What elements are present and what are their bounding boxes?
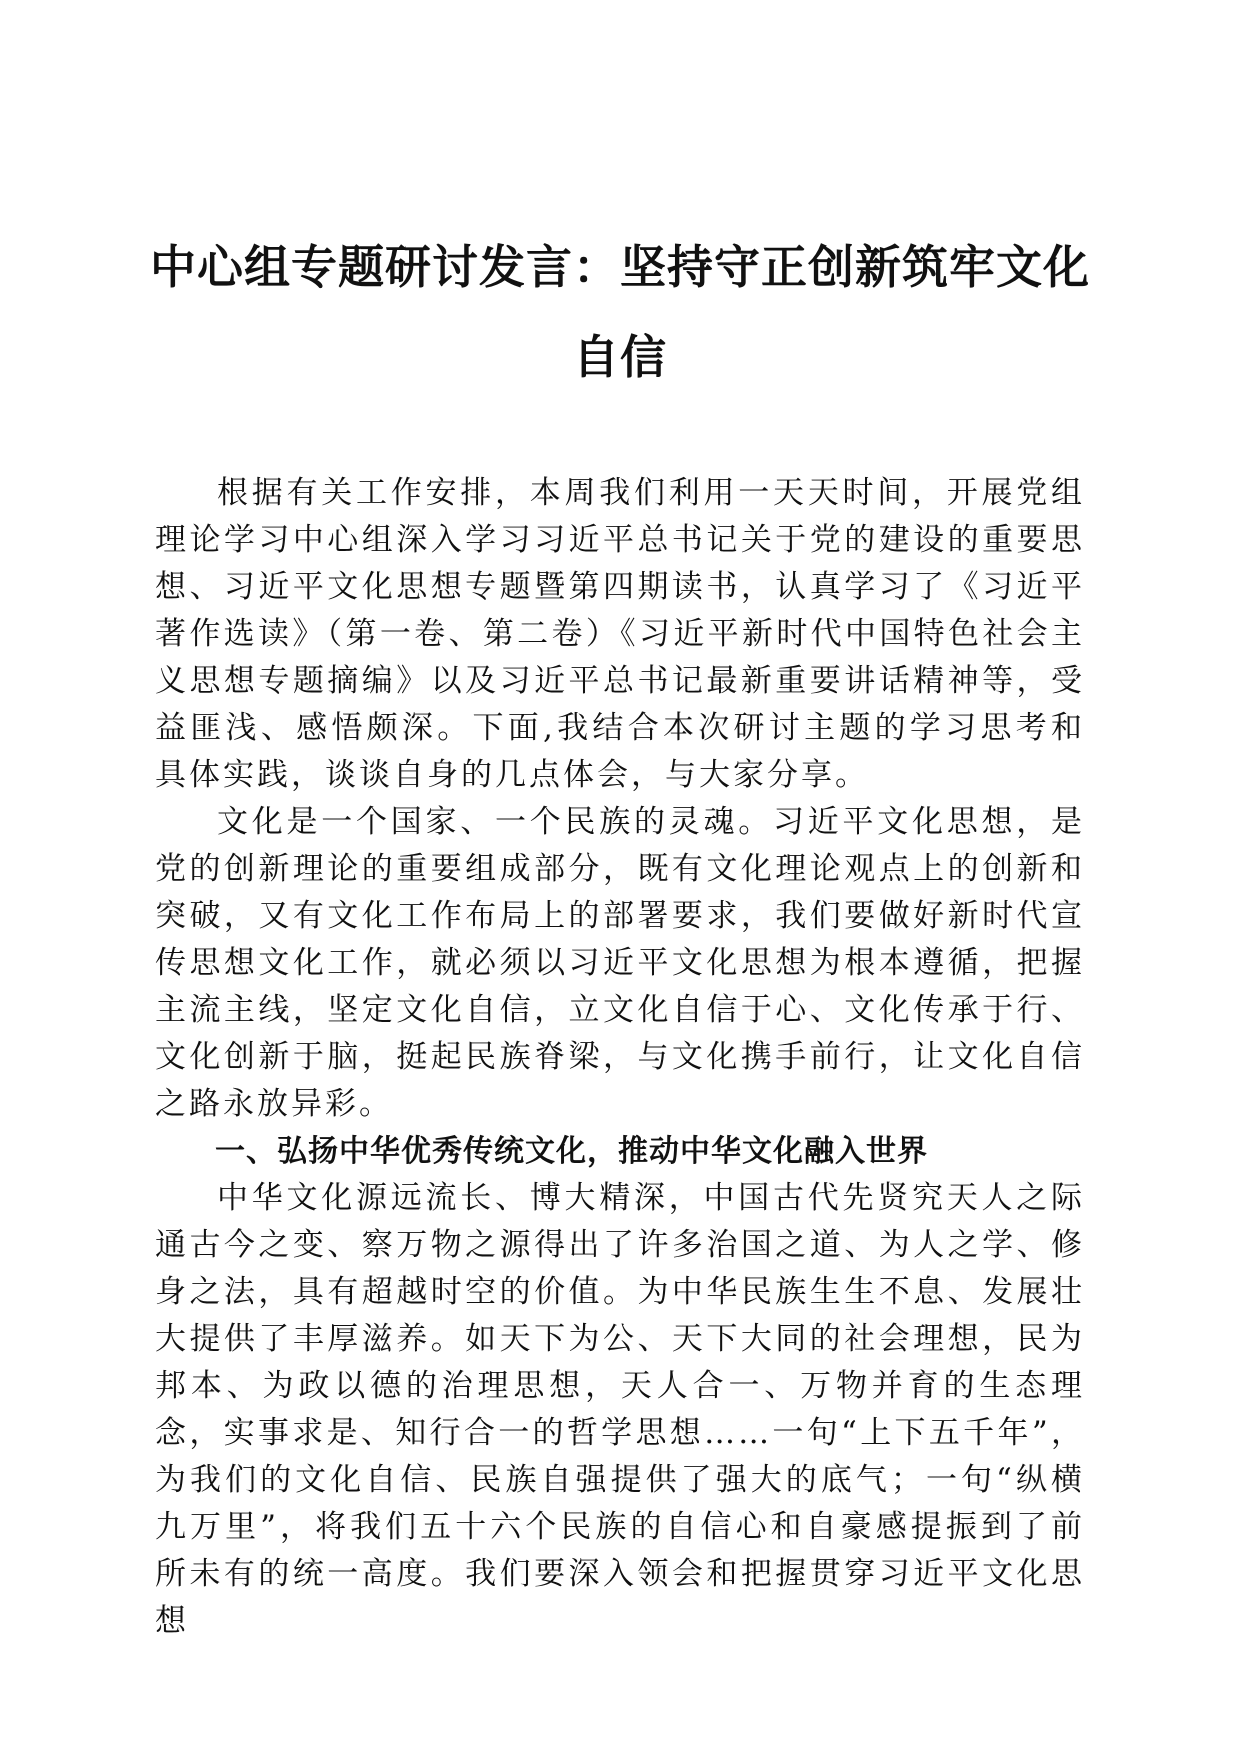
section-heading-1: 一、弘扬中华优秀传统文化，推动中华文化融入世界 bbox=[215, 1134, 928, 1169]
paragraph-section-1: 中华文化源远流长、博大精深，中国古代先贤究天人之际通古今之变、察万物之源得出了许多治国之道、为人之学、修身之法，具有超越时空的价值。为中华民族生生不息、发展壮大提供了丰厚滋养。如天下为公、天下大同的社会理想，民为邦本、为政以德的治理思想，天人合一、万物并育的生态理念，实事求是、知行合一的哲学思想……一句“上下五千年”，为我们的文化自信、民族自强提供了强大的底气；一句“纵横九万里”，将我们五十六个民族的自信心和自豪感提振到了前所未有的统一高度。我们要深入领会和把握贯穿习近平文化思想 bbox=[155, 1180, 1085, 1639]
document-title: 中心组专题研讨发言：坚持守正创新筑牢文化自信 bbox=[150, 240, 1090, 384]
paragraph-intro: 根据有关工作安排，本周我们利用一天天时间，开展党组理论学习中心组深入学习习近平总书记关于党的建设的重要思想、习近平文化思想专题暨第四期读书，认真学习了《习近平著作选读》（第一卷、第二卷）《习近平新时代中国特色社会主义思想专题摘编》以及习近平总书记最新重要讲话精神等，受益匪浅、感悟颇深。下面,我结合本次研讨主题的学习思考和具体实践，谈谈自身的几点体会，与大家分享。 bbox=[155, 475, 1085, 793]
document-body bbox=[155, 470, 1085, 1645]
paragraph-culture-soul: 文化是一个国家、一个民族的灵魂。习近平文化思想，是党的创新理论的重要组成部分，既有文化理论观点上的创新和突破，又有文化工作布局上的部署要求，我们要做好新时代宣传思想文化工作，就必须以习近平文化思想为根本遵循，把握主流主线，坚定文化自信，立文化自信于心、文化传承于行、文化创新于脑，挺起民族脊梁，与文化携手前行，让文化自信之路永放异彩。 bbox=[155, 804, 1085, 1122]
